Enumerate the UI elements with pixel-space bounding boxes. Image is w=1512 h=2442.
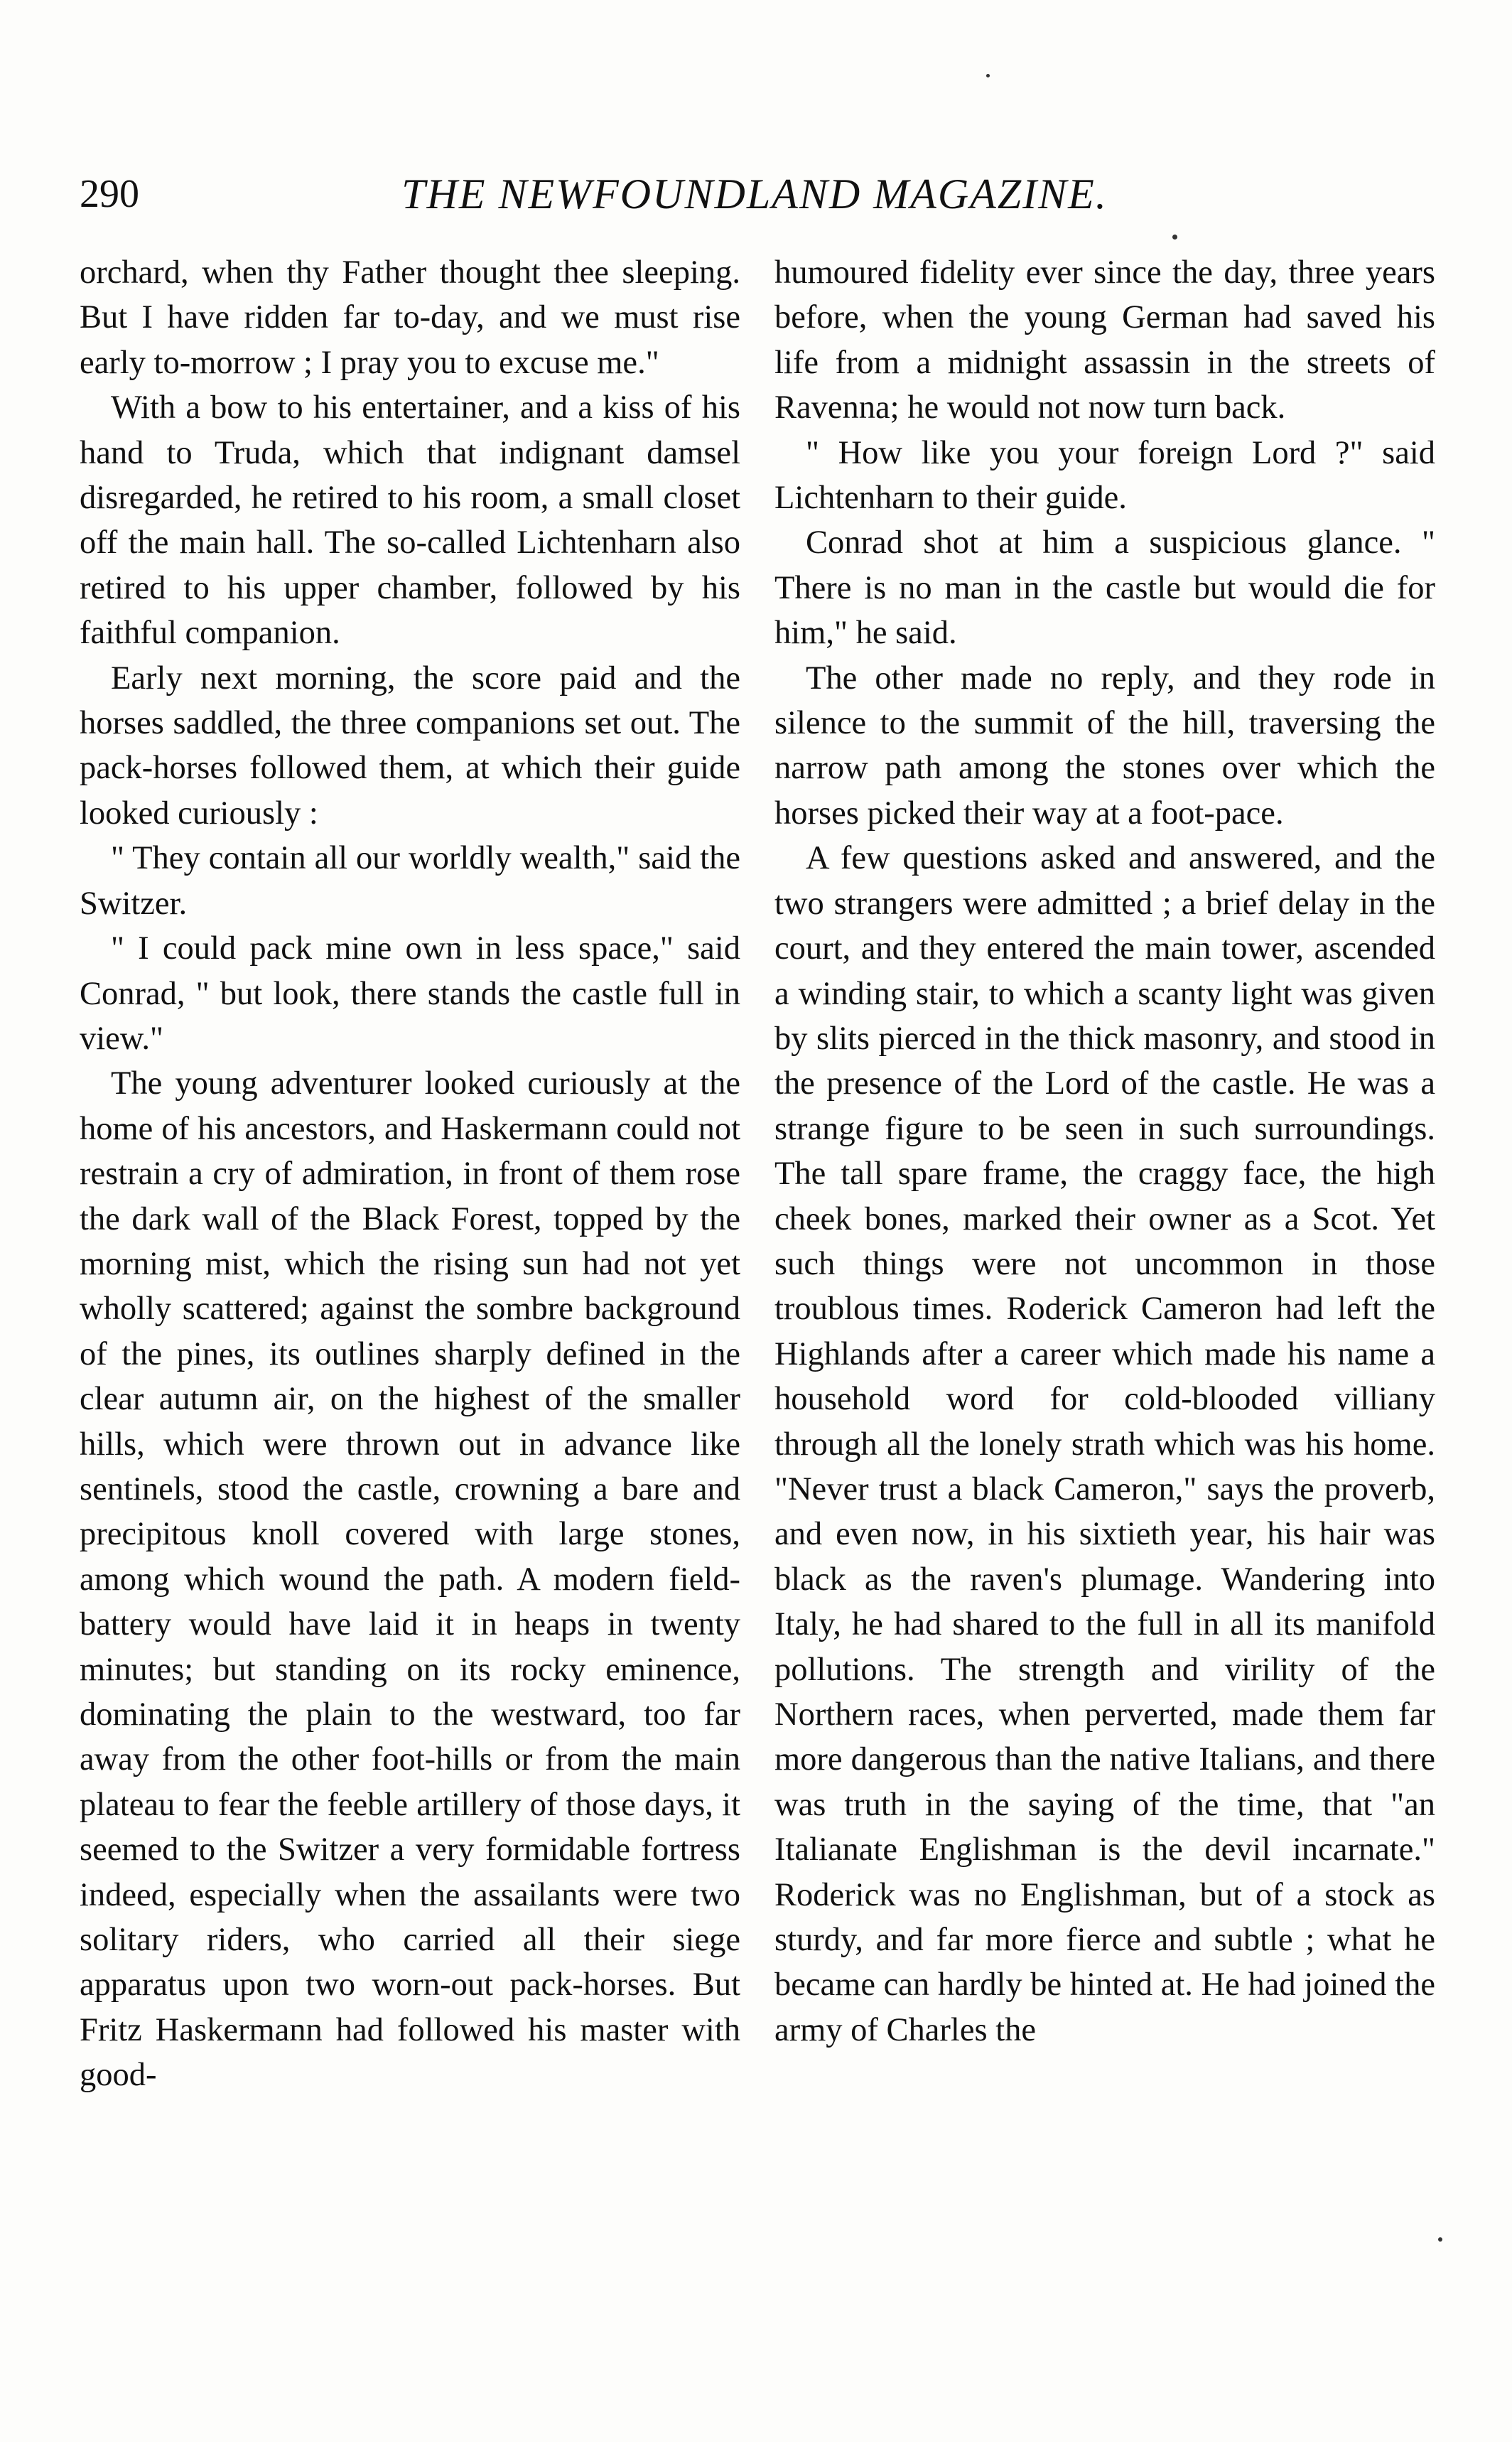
print-speck	[1172, 235, 1177, 240]
paragraph: Conrad shot at him a suspicious glance. " There is no man in the castle but would die for him," he said.	[774, 525, 1435, 652]
running-title: THE NEWFOUNDLAND MAGAZINE.	[401, 171, 1108, 217]
paragraph: With a bow to his entertainer, and a kiss of his hand to Truda, which that indignant damsel disregarded, he retired to his room, a small closet off the main hall. The so-called Lichtenharn also retired to his upper chamber, followed by his faithful companion.	[80, 389, 740, 652]
page-number: 290	[80, 172, 139, 216]
paragraph: The other made no reply, and they rode in silence to the summit of the hill, traversing the narrow path among the stones over which the horses picked their way at a foot-pace.	[774, 660, 1435, 832]
print-speck	[986, 74, 990, 77]
print-speck	[1438, 2237, 1442, 2242]
paragraph: orchard, when thy Father thought thee sleeping. But I have ridden far to-day, and we must rise early to-morrow ; I pray you to excuse me."	[80, 254, 740, 381]
page-header	[80, 162, 1430, 226]
left-column	[80, 250, 740, 2098]
paragraph: " I could pack mine own in less space," said Conrad, " but look, there stands the castle full in view."	[80, 930, 740, 1057]
paragraph: A few questions asked and answered, and the two strangers were admitted ; a brief delay in the court, and they entered the main tower, ascended a winding stair, to which a scanty light was given by slits pierced in the thick masonry, and stood in the presence of the Lord of the castle. He was a strange figure to be seen in such surroundings. The tall spare frame, the craggy face, the high cheek bones, marked their owner as a Scot. Yet such things were not uncommon in those troublous times. Roderick Cameron had left the Highlands after a career which made his name a household word for cold-blooded villiany through all the lonely strath which was his home. "Never trust a black Cameron," says the proverb, and even now, in his sixtieth year, his hair was black as the raven's plumage. Wandering into Italy, he had shared to the full in all its manifold pollutions. The strength and virility of the Northern races, when perverted, made them far more dangerous than the native Italians, and there was truth in the saying of the time, that "an Italianate Englishman is the devil incarnate." Roderick was no Englishman, but of a stock as sturdy, and far more fierce and subtle ; what he became can hardly be hinted at. He had joined the army of Charles the	[774, 840, 1435, 2048]
paragraph: Early next morning, the score paid and the horses saddled, the three companions set out. The pack-horses followed them, at which their guide looked curiously :	[80, 660, 740, 832]
right-column	[774, 250, 1435, 2053]
paragraph: The young adventurer looked curiously at the home of his ancestors, and Haskermann could not restrain a cry of admiration, in front of them rose the dark wall of the Black Forest, topped by the morning mist, which the rising sun had not yet wholly scattered; against the sombre background of the pines, its outlines sharply defined in the clear autumn air, on the highest of the smaller hills, which were thrown out in advance like sentinels, stood the castle, crowning a bare and precipitous knoll covered with large stones, among which wound the path. A modern field-battery would have laid it in heaps in twenty minutes; but standing on its rocky eminence, dominating the plain to the westward, too far away from the other foot-hills or from the main plateau to fear the feeble artillery of those days, it seemed to the Switzer a very formidable fortress indeed, especially when the assailants were two solitary riders, who carried all their siege apparatus upon two worn-out pack-horses. But Fritz Haskermann had followed his master with good-	[80, 1065, 740, 2094]
paragraph: " How like you your foreign Lord ?" said Lichtenharn to their guide.	[774, 434, 1435, 517]
paragraph: humoured fidelity ever since the day, three years before, when the young German had saved his life from a midnight assassin in the streets of Ravenna; he would not now turn back.	[774, 254, 1435, 426]
paragraph: " They contain all our worldly wealth," said the Switzer.	[80, 840, 740, 922]
